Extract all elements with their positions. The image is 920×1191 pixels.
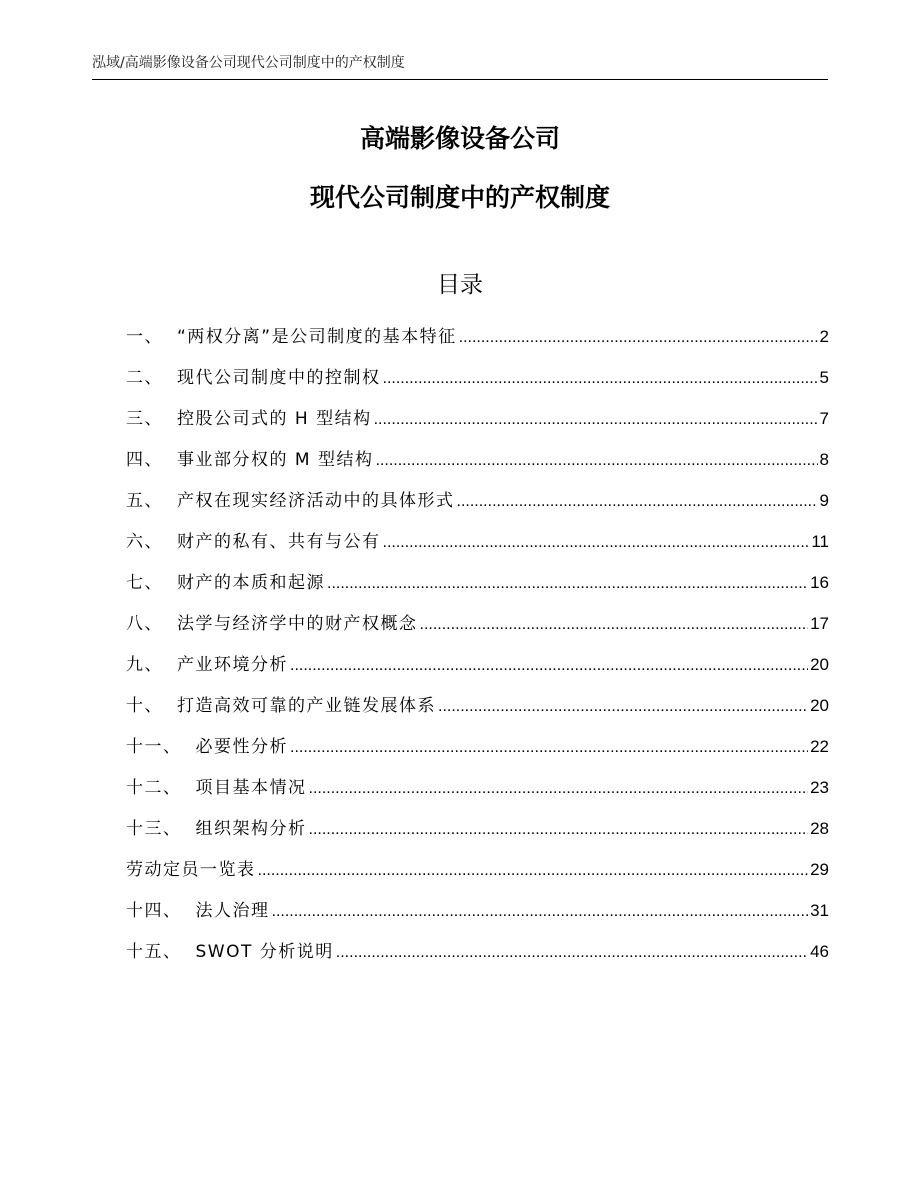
toc-entry-number: 十四、 xyxy=(126,901,182,921)
toc-entry-title: 事业部分权的 M 型结构 xyxy=(177,450,374,470)
toc-entry-title: 财产的私有、共有与公有 xyxy=(177,532,381,552)
table-of-contents xyxy=(126,320,829,976)
toc-entry[interactable] xyxy=(126,812,829,853)
toc-entry-number: 十、 xyxy=(126,696,163,716)
toc-entry-number: 九、 xyxy=(126,655,163,675)
toc-entry-title: 产业环境分析 xyxy=(177,655,288,675)
running-header: 泓域/高端影像设备公司现代公司制度中的产权制度 xyxy=(92,55,405,71)
toc-entry-page-number: 5 xyxy=(819,368,829,387)
toc-dot-leader xyxy=(383,526,810,560)
toc-dot-leader xyxy=(290,731,808,765)
toc-dot-leader xyxy=(375,444,817,478)
toc-entry[interactable] xyxy=(126,566,829,607)
toc-entry-page-number: 9 xyxy=(819,491,829,510)
toc-entry-title: 项目基本情况 xyxy=(195,778,307,798)
toc-entry-title: 控股公司式的 H 型结构 xyxy=(177,409,372,429)
toc-entry-page-number: 46 xyxy=(810,942,829,961)
toc-entry[interactable] xyxy=(126,730,829,771)
toc-entry-page-number: 2 xyxy=(819,327,829,346)
toc-entry-title: 打造高效可靠的产业链发展体系 xyxy=(177,696,436,716)
toc-entry-number: 五、 xyxy=(126,491,163,511)
toc-dot-leader xyxy=(309,813,809,847)
toc-entry[interactable] xyxy=(126,443,829,484)
toc-dot-leader xyxy=(420,608,809,642)
toc-dot-leader xyxy=(309,772,809,806)
toc-entry[interactable] xyxy=(126,853,829,894)
toc-entry-title: 现代公司制度中的控制权 xyxy=(177,368,381,388)
toc-dot-leader xyxy=(272,895,809,929)
toc-entry-page-number: 20 xyxy=(810,696,829,715)
toc-dot-leader xyxy=(327,567,808,601)
toc-entry[interactable] xyxy=(126,320,829,361)
toc-entry-number: 十二、 xyxy=(126,778,182,798)
toc-entry-title: 组织架构分析 xyxy=(195,819,307,839)
toc-entry-page-number: 16 xyxy=(810,573,829,592)
toc-entry-number: 四、 xyxy=(126,450,163,470)
toc-dot-leader xyxy=(438,690,808,724)
toc-entry[interactable] xyxy=(126,361,829,402)
toc-entry-page-number: 11 xyxy=(811,532,829,551)
toc-entry-page-number: 29 xyxy=(810,860,829,879)
toc-entry-number: 八、 xyxy=(126,614,163,634)
toc-entry-number: 三、 xyxy=(126,409,163,429)
toc-entry-page-number: 8 xyxy=(819,450,829,469)
toc-entry[interactable] xyxy=(126,771,829,812)
toc-entry-page-number: 7 xyxy=(819,409,829,428)
toc-entry[interactable] xyxy=(126,689,829,730)
document-title-line-2: 现代公司制度中的产权制度 xyxy=(309,183,610,212)
toc-entry-title: 必要性分析 xyxy=(195,737,288,757)
toc-dot-leader xyxy=(374,403,818,437)
toc-dot-leader xyxy=(290,649,808,683)
toc-entry-title: SWOT 分析说明 xyxy=(195,942,334,962)
toc-entry-number: 一、 xyxy=(126,327,163,347)
toc-entry-number: 二、 xyxy=(126,368,163,388)
toc-entry-number: 十三、 xyxy=(126,819,182,839)
toc-heading: 目录 xyxy=(437,272,483,298)
document-title-line-1: 高端影像设备公司 xyxy=(359,124,560,153)
toc-entry-page-number: 20 xyxy=(810,655,829,674)
toc-entry-title: 劳动定员一览表 xyxy=(126,860,256,880)
toc-entry-page-number: 22 xyxy=(810,737,829,756)
toc-entry[interactable] xyxy=(126,894,829,935)
toc-entry-page-number: 23 xyxy=(810,778,829,797)
toc-entry-page-number: 17 xyxy=(810,614,829,633)
toc-entry-page-number: 28 xyxy=(810,819,829,838)
toc-entry[interactable] xyxy=(126,648,829,689)
toc-dot-leader xyxy=(336,936,808,970)
toc-entry[interactable] xyxy=(126,525,829,566)
toc-entry[interactable] xyxy=(126,607,829,648)
toc-entry-page-number: 31 xyxy=(810,901,829,920)
toc-entry[interactable] xyxy=(126,402,829,443)
toc-entry-title: “两权分离”是公司制度的基本特征 xyxy=(177,327,457,347)
toc-entry-number: 十五、 xyxy=(126,942,182,962)
toc-dot-leader xyxy=(459,321,818,355)
toc-dot-leader xyxy=(383,362,818,396)
toc-entry-number: 六、 xyxy=(126,532,163,552)
toc-entry[interactable] xyxy=(126,484,829,525)
toc-dot-leader xyxy=(258,854,809,888)
toc-dot-leader xyxy=(457,485,818,519)
toc-entry-title: 产权在现实经济活动中的具体形式 xyxy=(177,491,455,511)
toc-entry[interactable] xyxy=(126,935,829,976)
toc-entry-number: 十一、 xyxy=(126,737,182,757)
toc-entry-number: 七、 xyxy=(126,573,163,593)
toc-entry-title: 法人治理 xyxy=(195,901,270,921)
header-divider xyxy=(92,79,828,80)
toc-entry-title: 财产的本质和起源 xyxy=(177,573,325,593)
toc-entry-title: 法学与经济学中的财产权概念 xyxy=(177,614,418,634)
